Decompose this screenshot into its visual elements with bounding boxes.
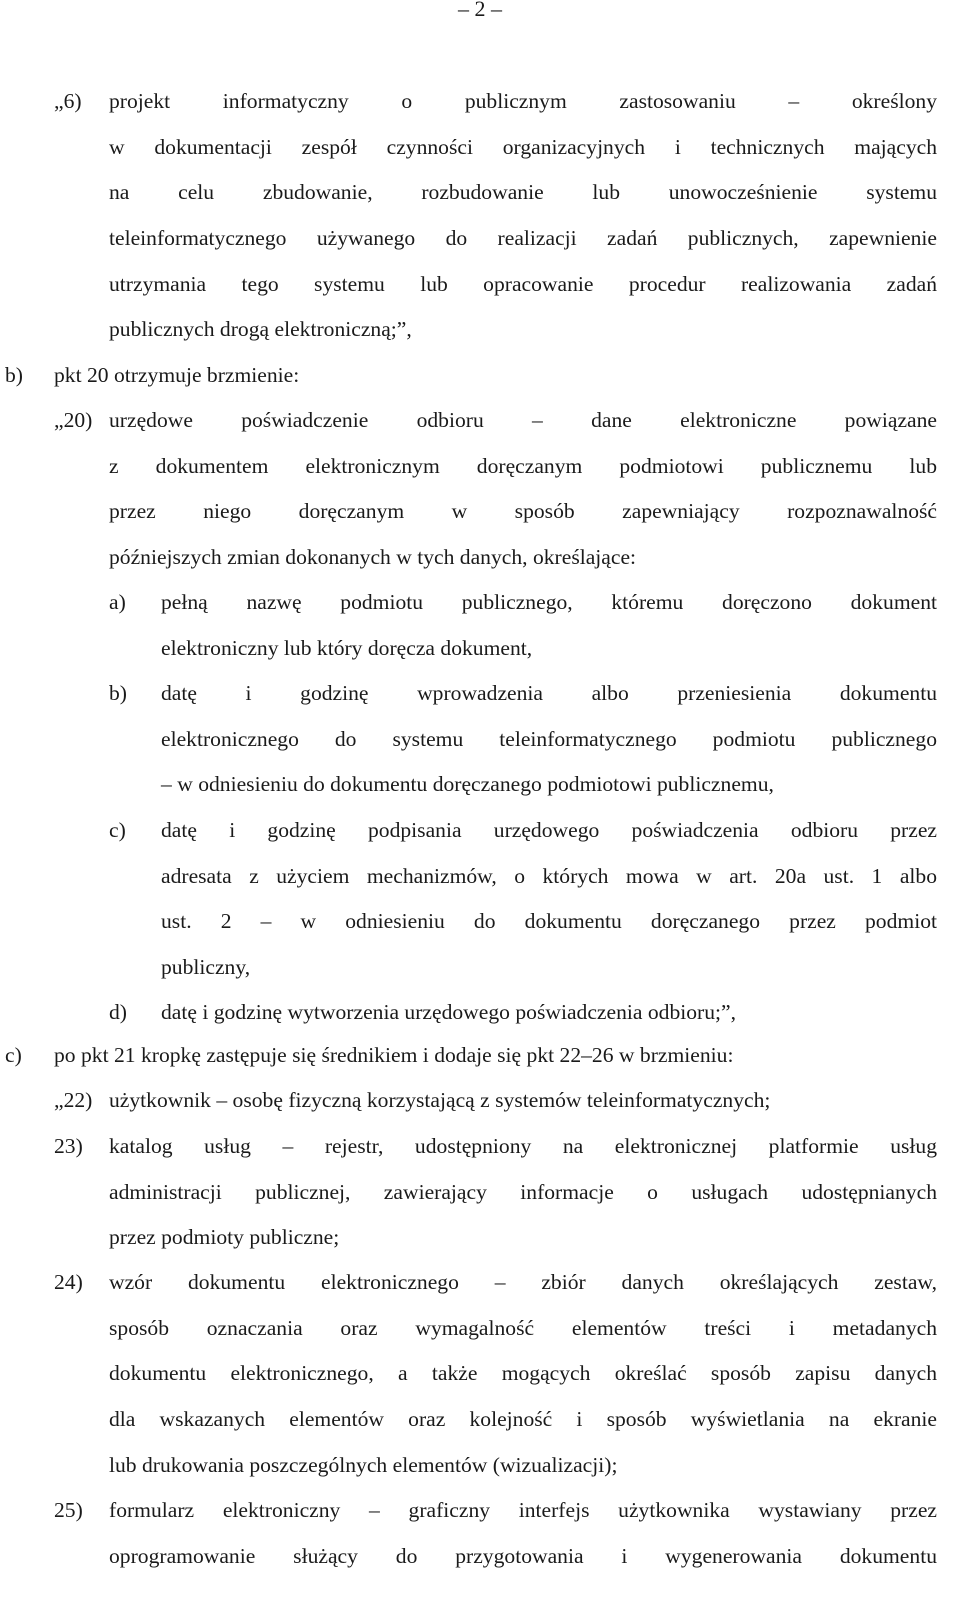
text-line: publiczny, (161, 955, 251, 980)
text-line: elektroniczny lub który doręcza dokument, (161, 635, 533, 660)
pkt-b-label: b) (5, 363, 23, 387)
item-c-body (161, 808, 937, 991)
def22-label: „22) (54, 1088, 93, 1112)
text-line: na celu zbudowanie, rozbudowanie lub unowocześnienie systemu (109, 180, 937, 205)
text-line: dla wskazanych elementów oraz kolejność i sposób wyświetlania na ekranie (109, 1407, 937, 1432)
text-line: oprogramowanie służący do przygotowania i wygenerowania dokumentu (109, 1543, 937, 1568)
def24-body (109, 1260, 937, 1488)
text-line: publicznych drogą elektroniczną;”, (109, 317, 412, 342)
pkt-c-label: c) (5, 1043, 22, 1067)
text-line: dokumentu elektronicznego, a także mogących określać sposób zapisu danych (109, 1361, 937, 1386)
text-line: administracji publicznej, zawierający informacje o usługach udostępnianych (109, 1179, 937, 1204)
text-line: formularz elektroniczny – graficzny interfejs użytkownika wystawiany przez (109, 1498, 937, 1522)
def25-label: 25) (54, 1498, 83, 1522)
def6-label: „6) (54, 89, 82, 113)
text-line: lub drukowania poszczególnych elementów (wizualizacji); (109, 1452, 618, 1477)
text-line: projekt informatyczny o publicznym zastosowaniu – określony (109, 89, 937, 113)
text-line: w dokumentacji zespół czynności organizacyjnych i technicznych mających (109, 134, 937, 159)
text-line: sposób oznaczania oraz wymagalność elementów treści i metadanych (109, 1315, 937, 1340)
page-number: – 2 – (458, 0, 502, 21)
text-line: użytkownik – osobę fizyczną korzystającą z systemów teleinformatycznych; (109, 1088, 771, 1112)
def23-label: 23) (54, 1134, 83, 1158)
text-line: przez niego doręczanym w sposób zapewniający rozpoznawalność (109, 499, 937, 524)
item-d-body (161, 990, 937, 1036)
text-line: utrzymania tego systemu lub opracowanie procedur realizowania zadań (109, 271, 937, 296)
item-a-label: a) (109, 590, 126, 614)
text-line: przez podmioty publiczne; (109, 1225, 340, 1250)
text-line: datę i godzinę wprowadzenia albo przeniesienia dokumentu (161, 681, 937, 705)
text-line: katalog usług – rejestr, udostępniony na elektronicznej platformie usług (109, 1134, 937, 1158)
item-c-label: c) (109, 818, 126, 842)
item-b-label: b) (109, 681, 127, 705)
item-a-body (161, 580, 937, 671)
text-line: datę i godzinę podpisania urzędowego poświadczenia odbioru przez (161, 818, 937, 842)
text-line: datę i godzinę wytworzenia urzędowego poświadczenia odbioru;”, (161, 1000, 737, 1024)
def24-label: 24) (54, 1270, 83, 1294)
def22-body (109, 1078, 937, 1124)
item-d-label: d) (109, 1000, 127, 1024)
text-line: elektronicznego do systemu teleinformatycznego podmiotu publicznego (161, 726, 937, 751)
text-line: ust. 2 – w odniesieniu do dokumentu doręczanego przez podmiot (161, 909, 937, 934)
text-line: późniejszych zmian dokonanych w tych danych, określające: (109, 545, 637, 570)
def23-body (109, 1124, 937, 1261)
pkt-b-text: pkt 20 otrzymuje brzmienie: (54, 363, 300, 387)
text-line: teleinformatycznego używanego do realizacji zadań publicznych, zapewnienie (109, 226, 937, 251)
text-line: adresata z użyciem mechanizmów, o których mowa w art. 20a ust. 1 albo (161, 863, 937, 888)
def25-body (109, 1488, 937, 1579)
def20-label: „20) (54, 408, 93, 432)
text-line: z dokumentem elektronicznym doręczanym podmiotowi publicznemu lub (109, 453, 937, 478)
text-line: pełną nazwę podmiotu publicznego, któremu doręczono dokument (161, 590, 937, 614)
def20-body (109, 398, 937, 581)
text-line: – w odniesieniu do dokumentu doręczanego podmiotowi publicznemu, (161, 772, 774, 797)
pkt-c-text: po pkt 21 kropkę zastępuje się średnikiem i dodaje się pkt 22–26 w brzmieniu: (54, 1043, 734, 1067)
def6-body (109, 79, 937, 353)
item-b-body (161, 671, 937, 808)
text-line: wzór dokumentu elektronicznego – zbiór danych określających zestaw, (109, 1270, 937, 1294)
text-line: urzędowe poświadczenie odbioru – dane elektroniczne powiązane (109, 408, 937, 432)
